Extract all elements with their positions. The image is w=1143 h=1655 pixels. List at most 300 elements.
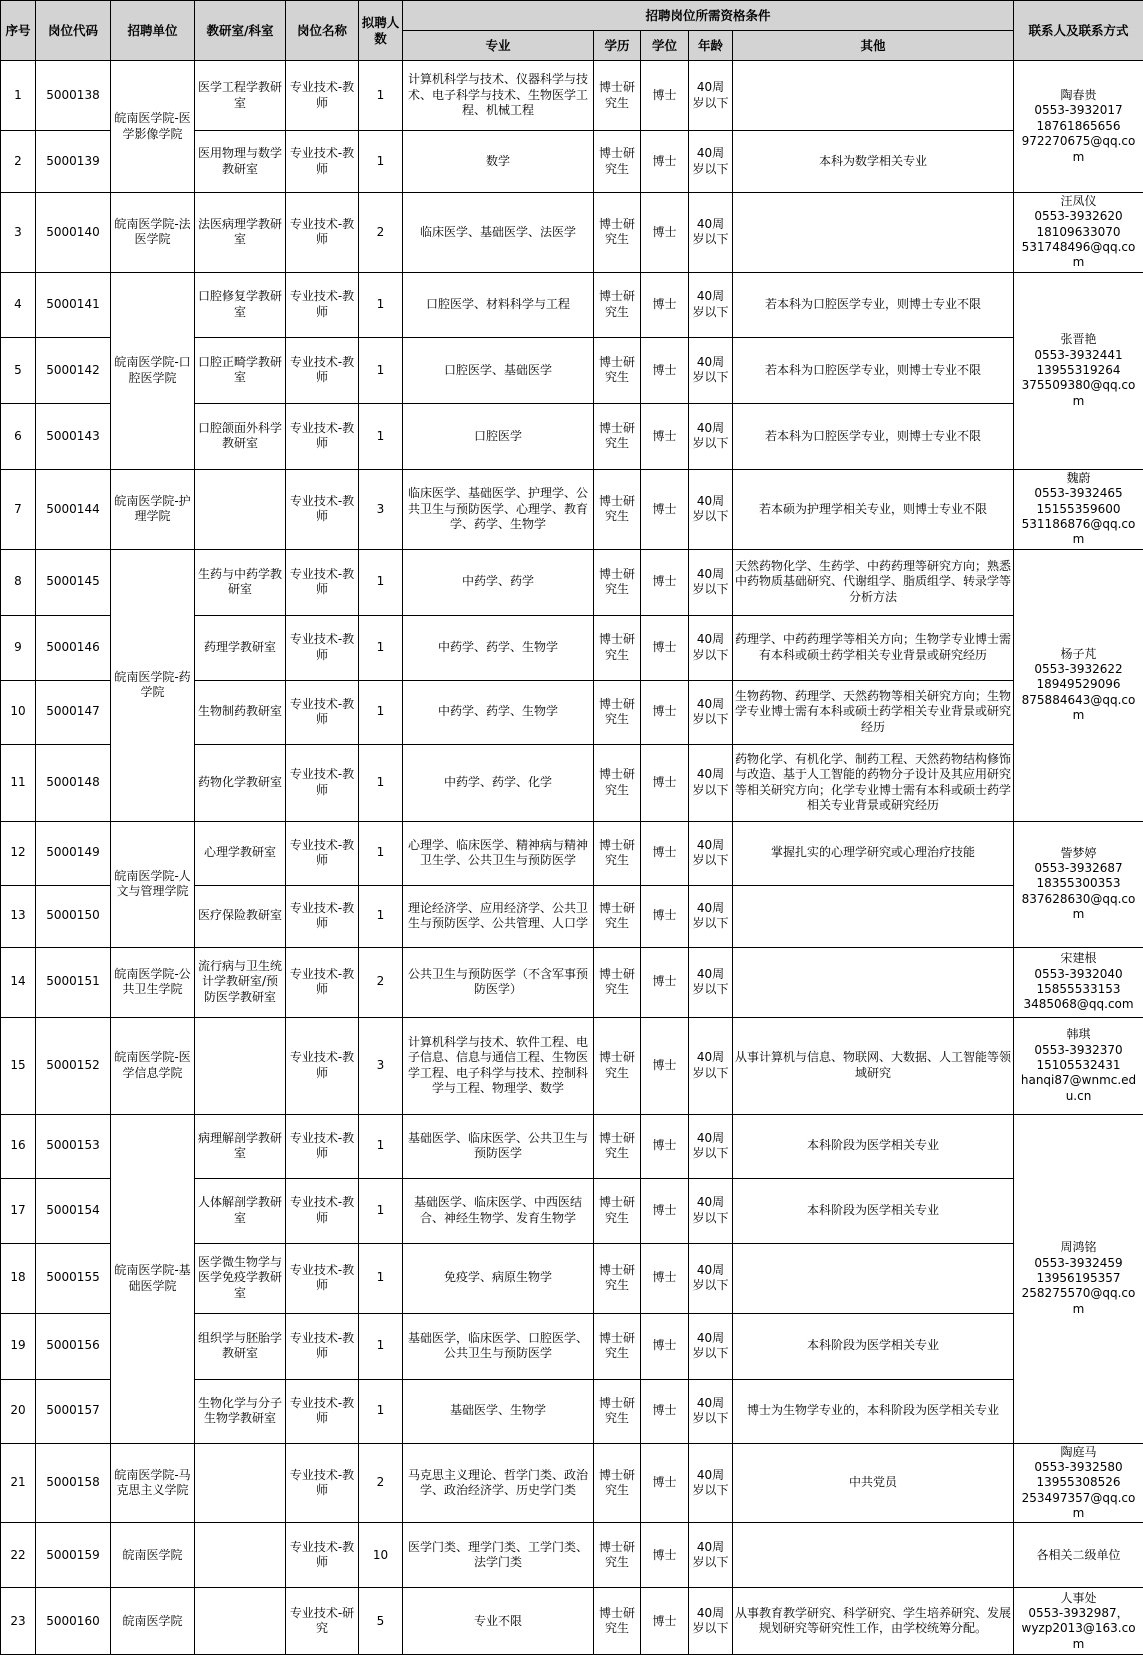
table-row xyxy=(1,469,1143,549)
cell-other-requirements: 生物药物、药理学、天然药物等相关研究方向；生物学专业博士需有本科或硕士药学相关专业背景或研究经历 xyxy=(733,680,1014,744)
table-row xyxy=(1,821,1143,885)
contact-line: 3485068@qq.com xyxy=(1016,997,1141,1012)
cell-office: 药理学教研室 xyxy=(195,615,286,680)
cell-recruiting-unit: 皖南医学院-口腔医学院 xyxy=(111,272,195,469)
cell-age: 40周岁以下 xyxy=(689,1243,733,1313)
cell-age: 40周岁以下 xyxy=(689,1114,733,1178)
contact-line: 杨子芃 xyxy=(1016,647,1141,662)
contact-line: 972270675@qq.com xyxy=(1016,134,1141,165)
cell-contact xyxy=(1014,821,1143,947)
cell-education: 博士研究生 xyxy=(594,61,641,131)
cell-position-name: 专业技术-教师 xyxy=(286,885,359,947)
cell-office xyxy=(195,1443,286,1523)
contact-line: 0553-3932370 xyxy=(1016,1043,1141,1058)
contact-line: 375509380@qq.com xyxy=(1016,378,1141,409)
cell-major: 口腔医学、材料科学与工程 xyxy=(403,272,594,337)
cell-major: 马克思主义理论、哲学门类、政治学、政治经济学、历史学门类 xyxy=(403,1443,594,1523)
cell-recruiting-unit: 皖南医学院-医学信息学院 xyxy=(111,1017,195,1114)
cell-education: 博士研究生 xyxy=(594,615,641,680)
cell-hire-count: 2 xyxy=(359,1443,403,1523)
contact-line: 13956195357 xyxy=(1016,1271,1141,1286)
cell-contact xyxy=(1014,1114,1143,1443)
cell-degree: 博士 xyxy=(641,1379,689,1443)
cell-education: 博士研究生 xyxy=(594,1523,641,1588)
contact-line: 531748496@qq.com xyxy=(1016,240,1141,271)
cell-seq: 13 xyxy=(1,885,36,947)
cell-major: 中药学、药学、生物学 xyxy=(403,680,594,744)
cell-hire-count: 1 xyxy=(359,272,403,337)
cell-degree: 博士 xyxy=(641,469,689,549)
header-count: 拟聘人数 xyxy=(359,1,403,61)
cell-other-requirements: 若本硕为护理学相关专业，则博士专业不限 xyxy=(733,469,1014,549)
cell-degree: 博士 xyxy=(641,403,689,469)
cell-other-requirements: 中共党员 xyxy=(733,1443,1014,1523)
contact-line: 张晋艳 xyxy=(1016,332,1141,347)
cell-education: 博士研究生 xyxy=(594,1379,641,1443)
cell-age: 40周岁以下 xyxy=(689,272,733,337)
cell-major: 口腔医学、基础医学 xyxy=(403,337,594,403)
header-seq: 序号 xyxy=(1,1,36,61)
cell-education: 博士研究生 xyxy=(594,680,641,744)
cell-contact xyxy=(1014,272,1143,469)
cell-major: 理论经济学、应用经济学、公共卫生与预防医学、公共管理、人口学 xyxy=(403,885,594,947)
table-row xyxy=(1,947,1143,1017)
cell-seq: 18 xyxy=(1,1243,36,1313)
cell-seq: 5 xyxy=(1,337,36,403)
cell-position-name: 专业技术-教师 xyxy=(286,1379,359,1443)
cell-other-requirements xyxy=(733,193,1014,273)
cell-major: 临床医学、基础医学、护理学、公共卫生与预防医学、心理学、教育学、药学、生物学 xyxy=(403,469,594,549)
cell-education: 博士研究生 xyxy=(594,272,641,337)
cell-age: 40周岁以下 xyxy=(689,1178,733,1243)
cell-position-code: 5000154 xyxy=(36,1178,111,1243)
cell-major: 口腔医学 xyxy=(403,403,594,469)
cell-major: 中药学、药学 xyxy=(403,549,594,615)
contact-line: 18109633070 xyxy=(1016,225,1141,240)
cell-position-name: 专业技术-教师 xyxy=(286,1443,359,1523)
cell-position-name: 专业技术-教师 xyxy=(286,61,359,131)
cell-position-code: 5000142 xyxy=(36,337,111,403)
cell-degree: 博士 xyxy=(641,272,689,337)
cell-seq: 14 xyxy=(1,947,36,1017)
cell-education: 博士研究生 xyxy=(594,1178,641,1243)
cell-other-requirements: 本科阶段为医学相关专业 xyxy=(733,1114,1014,1178)
cell-position-code: 5000151 xyxy=(36,947,111,1017)
table-row xyxy=(1,1443,1143,1523)
cell-degree: 博士 xyxy=(641,885,689,947)
cell-position-code: 5000138 xyxy=(36,61,111,131)
cell-recruiting-unit: 皖南医学院-公共卫生学院 xyxy=(111,947,195,1017)
contact-line: 0553-3932017 xyxy=(1016,103,1141,118)
cell-office: 药物化学教研室 xyxy=(195,744,286,821)
cell-seq: 7 xyxy=(1,469,36,549)
cell-age: 40周岁以下 xyxy=(689,61,733,131)
contact-line: 18355300353 xyxy=(1016,876,1141,891)
contact-line: 周鸿铭 xyxy=(1016,1240,1141,1255)
cell-recruiting-unit: 皖南医学院-法医学院 xyxy=(111,193,195,273)
contact-line: 0553-3932580 xyxy=(1016,1460,1141,1475)
cell-position-code: 5000159 xyxy=(36,1523,111,1588)
cell-degree: 博士 xyxy=(641,821,689,885)
contact-line: 837628630@qq.com xyxy=(1016,892,1141,923)
cell-age: 40周岁以下 xyxy=(689,615,733,680)
cell-other-requirements: 天然药物化学、生药学、中药药理等研究方向；熟悉中药物质基础研究、代谢组学、脂质组学、转录学等分析方法 xyxy=(733,549,1014,615)
cell-major: 基础医学，临床医学、口腔医学、公共卫生与预防医学 xyxy=(403,1313,594,1379)
cell-office: 生物化学与分子生物学教研室 xyxy=(195,1379,286,1443)
cell-position-name: 专业技术-教师 xyxy=(286,337,359,403)
cell-hire-count: 1 xyxy=(359,131,403,193)
contact-line: 0553-3932465 xyxy=(1016,486,1141,501)
cell-degree: 博士 xyxy=(641,61,689,131)
cell-position-code: 5000152 xyxy=(36,1017,111,1114)
header-contact: 联系人及联系方式 xyxy=(1014,1,1143,61)
table-row xyxy=(1,272,1143,337)
contact-line: 韩琪 xyxy=(1016,1027,1141,1042)
cell-seq: 11 xyxy=(1,744,36,821)
cell-education: 博士研究生 xyxy=(594,744,641,821)
cell-position-code: 5000155 xyxy=(36,1243,111,1313)
cell-position-code: 5000149 xyxy=(36,821,111,885)
cell-hire-count: 1 xyxy=(359,1313,403,1379)
table-row xyxy=(1,1017,1143,1114)
cell-contact xyxy=(1014,469,1143,549)
cell-position-name: 专业技术-教师 xyxy=(286,1243,359,1313)
cell-position-name: 专业技术-教师 xyxy=(286,744,359,821)
header-code: 岗位代码 xyxy=(36,1,111,61)
cell-position-code: 5000144 xyxy=(36,469,111,549)
header-position: 岗位名称 xyxy=(286,1,359,61)
cell-education: 博士研究生 xyxy=(594,1313,641,1379)
header-office: 教研室/科室 xyxy=(195,1,286,61)
cell-office: 医学微生物学与医学免疫学教研室 xyxy=(195,1243,286,1313)
cell-hire-count: 3 xyxy=(359,469,403,549)
cell-degree: 博士 xyxy=(641,1017,689,1114)
cell-age: 40周岁以下 xyxy=(689,1379,733,1443)
cell-office: 生药与中药学教研室 xyxy=(195,549,286,615)
cell-other-requirements: 药理学、中药药理学等相关方向；生物学专业博士需有本科或硕士药学相关专业背景或研究经历 xyxy=(733,615,1014,680)
cell-position-name: 专业技术-教师 xyxy=(286,615,359,680)
cell-position-name: 专业技术-教师 xyxy=(286,1313,359,1379)
cell-other-requirements xyxy=(733,885,1014,947)
cell-office xyxy=(195,1588,286,1655)
cell-position-name: 专业技术-教师 xyxy=(286,549,359,615)
header-other: 其他 xyxy=(733,31,1014,61)
cell-office: 生物制药教研室 xyxy=(195,680,286,744)
contact-line: 875884643@qq.com xyxy=(1016,693,1141,724)
contact-line: 人事处 xyxy=(1016,1591,1141,1606)
cell-position-name: 专业技术-教师 xyxy=(286,680,359,744)
table-row xyxy=(1,1588,1143,1655)
cell-recruiting-unit: 皖南医学院 xyxy=(111,1523,195,1588)
cell-other-requirements xyxy=(733,947,1014,1017)
contact-line: 0553-3932987， xyxy=(1016,1606,1141,1621)
cell-degree: 博士 xyxy=(641,1313,689,1379)
cell-hire-count: 1 xyxy=(359,615,403,680)
cell-degree: 博士 xyxy=(641,744,689,821)
cell-contact xyxy=(1014,61,1143,193)
cell-seq: 17 xyxy=(1,1178,36,1243)
cell-recruiting-unit: 皖南医学院-护理学院 xyxy=(111,469,195,549)
contact-line: hanqi87@wnmc.edu.cn xyxy=(1016,1073,1141,1104)
cell-position-code: 5000158 xyxy=(36,1443,111,1523)
cell-seq: 12 xyxy=(1,821,36,885)
cell-seq: 3 xyxy=(1,193,36,273)
cell-recruiting-unit: 皖南医学院-基础医学院 xyxy=(111,1114,195,1443)
contact-line: 15155359600 xyxy=(1016,502,1141,517)
table-row xyxy=(1,1523,1143,1588)
cell-education: 博士研究生 xyxy=(594,131,641,193)
contact-line: 魏蔚 xyxy=(1016,471,1141,486)
cell-office xyxy=(195,469,286,549)
cell-education: 博士研究生 xyxy=(594,1443,641,1523)
cell-major: 计算机科学与技术、软件工程、电子信息、信息与通信工程、生物医学工程、电子科学与技术、控制科学与工程、物理学、数学 xyxy=(403,1017,594,1114)
contact-line: 0553-3932687 xyxy=(1016,861,1141,876)
cell-seq: 19 xyxy=(1,1313,36,1379)
cell-position-name: 专业技术-教师 xyxy=(286,1114,359,1178)
cell-major: 心理学、临床医学、精神病与精神卫生学、公共卫生与预防医学 xyxy=(403,821,594,885)
cell-age: 40周岁以下 xyxy=(689,469,733,549)
cell-age: 40周岁以下 xyxy=(689,744,733,821)
cell-major: 数学 xyxy=(403,131,594,193)
cell-seq: 23 xyxy=(1,1588,36,1655)
cell-position-name: 专业技术-教师 xyxy=(286,403,359,469)
cell-recruiting-unit: 皖南医学院-人文与管理学院 xyxy=(111,821,195,947)
cell-age: 40周岁以下 xyxy=(689,885,733,947)
cell-position-code: 5000141 xyxy=(36,272,111,337)
contact-line: 0553-3932040 xyxy=(1016,967,1141,982)
cell-contact xyxy=(1014,1588,1143,1655)
table-body xyxy=(1,61,1143,1655)
cell-other-requirements: 本科阶段为医学相关专业 xyxy=(733,1313,1014,1379)
cell-seq: 9 xyxy=(1,615,36,680)
cell-position-name: 专业技术-教师 xyxy=(286,947,359,1017)
cell-degree: 博士 xyxy=(641,193,689,273)
cell-degree: 博士 xyxy=(641,1523,689,1588)
cell-education: 博士研究生 xyxy=(594,1243,641,1313)
cell-education: 博士研究生 xyxy=(594,337,641,403)
contact-line: 253497357@qq.com xyxy=(1016,1491,1141,1522)
cell-office: 病理解剖学教研室 xyxy=(195,1114,286,1178)
cell-position-name: 专业技术-教师 xyxy=(286,1017,359,1114)
contact-line: 0553-3932620 xyxy=(1016,209,1141,224)
cell-position-code: 5000146 xyxy=(36,615,111,680)
cell-seq: 16 xyxy=(1,1114,36,1178)
cell-hire-count: 1 xyxy=(359,885,403,947)
cell-hire-count: 2 xyxy=(359,947,403,1017)
cell-recruiting-unit: 皖南医学院-药学院 xyxy=(111,549,195,821)
cell-education: 博士研究生 xyxy=(594,885,641,947)
cell-contact xyxy=(1014,1443,1143,1523)
contact-line: 宋建根 xyxy=(1016,951,1141,966)
contact-line: 258275570@qq.com xyxy=(1016,1286,1141,1317)
contact-line: 18949529096 xyxy=(1016,677,1141,692)
cell-position-code: 5000160 xyxy=(36,1588,111,1655)
cell-other-requirements: 掌握扎实的心理学研究或心理治疗技能 xyxy=(733,821,1014,885)
cell-office: 心理学教研室 xyxy=(195,821,286,885)
cell-contact xyxy=(1014,193,1143,273)
cell-hire-count: 1 xyxy=(359,680,403,744)
header-unit: 招聘单位 xyxy=(111,1,195,61)
cell-age: 40周岁以下 xyxy=(689,193,733,273)
cell-major: 中药学、药学、化学 xyxy=(403,744,594,821)
cell-age: 40周岁以下 xyxy=(689,403,733,469)
cell-other-requirements: 若本科为口腔医学专业，则博士专业不限 xyxy=(733,337,1014,403)
cell-office: 组织学与胚胎学教研室 xyxy=(195,1313,286,1379)
cell-hire-count: 1 xyxy=(359,1243,403,1313)
cell-contact xyxy=(1014,549,1143,821)
cell-other-requirements: 本科为数学相关专业 xyxy=(733,131,1014,193)
contact-line: 13955308526 xyxy=(1016,1475,1141,1490)
cell-other-requirements: 博士为生物学专业的，本科阶段为医学相关专业 xyxy=(733,1379,1014,1443)
cell-position-code: 5000153 xyxy=(36,1114,111,1178)
cell-position-code: 5000143 xyxy=(36,403,111,469)
cell-major: 计算机科学与技术、仪器科学与技术、电子科学与技术、生物医学工程、机械工程 xyxy=(403,61,594,131)
cell-hire-count: 5 xyxy=(359,1588,403,1655)
cell-office: 口腔正畸学教研室 xyxy=(195,337,286,403)
cell-major: 基础医学、临床医学、公共卫生与预防医学 xyxy=(403,1114,594,1178)
cell-education: 博士研究生 xyxy=(594,469,641,549)
cell-seq: 20 xyxy=(1,1379,36,1443)
cell-other-requirements: 药物化学、有机化学、制药工程、天然药物结构修饰与改造、基于人工智能的药物分子设计及其应用研究等相关研究方向；化学专业博士需有本科或硕士药学相关专业背景或研究经历 xyxy=(733,744,1014,821)
contact-line: 531186876@qq.com xyxy=(1016,517,1141,548)
cell-hire-count: 1 xyxy=(359,1379,403,1443)
contact-line: 各相关二级单位 xyxy=(1016,1548,1141,1563)
header-degree: 学位 xyxy=(641,31,689,61)
cell-education: 博士研究生 xyxy=(594,947,641,1017)
header-major: 专业 xyxy=(403,31,594,61)
contact-line: 18761865656 xyxy=(1016,119,1141,134)
cell-degree: 博士 xyxy=(641,1114,689,1178)
cell-position-name: 专业技术-教师 xyxy=(286,193,359,273)
cell-contact xyxy=(1014,1523,1143,1588)
cell-hire-count: 1 xyxy=(359,549,403,615)
cell-age: 40周岁以下 xyxy=(689,947,733,1017)
header-qualification-group: 招聘岗位所需资格条件 xyxy=(403,1,1014,31)
cell-office: 流行病与卫生统计学教研室/预防医学教研室 xyxy=(195,947,286,1017)
cell-position-name: 专业技术-教师 xyxy=(286,1178,359,1243)
cell-degree: 博士 xyxy=(641,1243,689,1313)
cell-degree: 博士 xyxy=(641,680,689,744)
cell-other-requirements: 本科阶段为医学相关专业 xyxy=(733,1178,1014,1243)
cell-major: 专业不限 xyxy=(403,1588,594,1655)
contact-line: 汪凤仪 xyxy=(1016,194,1141,209)
cell-education: 博士研究生 xyxy=(594,1017,641,1114)
table-row xyxy=(1,193,1143,273)
table-row xyxy=(1,61,1143,131)
cell-position-code: 5000139 xyxy=(36,131,111,193)
contact-line: wyzp2013@163.com xyxy=(1016,1621,1141,1652)
cell-other-requirements: 若本科为口腔医学专业，则博士专业不限 xyxy=(733,403,1014,469)
cell-age: 40周岁以下 xyxy=(689,1313,733,1379)
cell-office: 法医病理学教研室 xyxy=(195,193,286,273)
table-header xyxy=(1,1,1143,61)
cell-major: 基础医学、生物学 xyxy=(403,1379,594,1443)
cell-education: 博士研究生 xyxy=(594,1588,641,1655)
cell-seq: 8 xyxy=(1,549,36,615)
cell-position-code: 5000140 xyxy=(36,193,111,273)
cell-office: 口腔修复学教研室 xyxy=(195,272,286,337)
cell-degree: 博士 xyxy=(641,549,689,615)
contact-line: 0553-3932459 xyxy=(1016,1256,1141,1271)
cell-office: 口腔颌面外科学教研室 xyxy=(195,403,286,469)
cell-age: 40周岁以下 xyxy=(689,1588,733,1655)
cell-age: 40周岁以下 xyxy=(689,1017,733,1114)
cell-age: 40周岁以下 xyxy=(689,680,733,744)
cell-position-name: 专业技术-教师 xyxy=(286,469,359,549)
cell-recruiting-unit: 皖南医学院 xyxy=(111,1588,195,1655)
cell-seq: 15 xyxy=(1,1017,36,1114)
table-row xyxy=(1,1114,1143,1178)
cell-position-code: 5000156 xyxy=(36,1313,111,1379)
contact-line: 陶春贵 xyxy=(1016,88,1141,103)
cell-recruiting-unit: 皖南医学院-医学影像学院 xyxy=(111,61,195,193)
cell-seq: 4 xyxy=(1,272,36,337)
contact-line: 訾梦婷 xyxy=(1016,846,1141,861)
cell-degree: 博士 xyxy=(641,1443,689,1523)
cell-seq: 21 xyxy=(1,1443,36,1523)
cell-hire-count: 10 xyxy=(359,1523,403,1588)
cell-other-requirements xyxy=(733,1523,1014,1588)
cell-other-requirements: 从事教育教学研究、科学研究、学生培养研究、发展规划研究等研究性工作，由学校统筹分配。 xyxy=(733,1588,1014,1655)
cell-major: 医学门类、理学门类、工学门类、法学门类 xyxy=(403,1523,594,1588)
cell-education: 博士研究生 xyxy=(594,1114,641,1178)
cell-other-requirements: 若本科为口腔医学专业，则博士专业不限 xyxy=(733,272,1014,337)
cell-position-name: 专业技术-教师 xyxy=(286,272,359,337)
cell-position-name: 专业技术-教师 xyxy=(286,131,359,193)
cell-degree: 博士 xyxy=(641,131,689,193)
cell-position-code: 5000150 xyxy=(36,885,111,947)
cell-hire-count: 1 xyxy=(359,403,403,469)
cell-age: 40周岁以下 xyxy=(689,821,733,885)
cell-hire-count: 1 xyxy=(359,821,403,885)
cell-seq: 22 xyxy=(1,1523,36,1588)
cell-major: 免疫学、病原生物学 xyxy=(403,1243,594,1313)
cell-education: 博士研究生 xyxy=(594,549,641,615)
cell-other-requirements: 从事计算机与信息、物联网、大数据、人工智能等领域研究 xyxy=(733,1017,1014,1114)
cell-hire-count: 3 xyxy=(359,1017,403,1114)
cell-education: 博士研究生 xyxy=(594,821,641,885)
contact-line: 15105532431 xyxy=(1016,1058,1141,1073)
cell-hire-count: 1 xyxy=(359,744,403,821)
cell-hire-count: 2 xyxy=(359,193,403,273)
contact-line: 0553-3932441 xyxy=(1016,348,1141,363)
cell-position-name: 专业技术-研究 xyxy=(286,1588,359,1655)
cell-major: 临床医学、基础医学、法医学 xyxy=(403,193,594,273)
cell-age: 40周岁以下 xyxy=(689,337,733,403)
cell-degree: 博士 xyxy=(641,947,689,1017)
contact-line: 陶庭马 xyxy=(1016,1445,1141,1460)
cell-education: 博士研究生 xyxy=(594,193,641,273)
cell-hire-count: 1 xyxy=(359,1114,403,1178)
cell-other-requirements xyxy=(733,61,1014,131)
contact-line: 15855533153 xyxy=(1016,982,1141,997)
cell-position-code: 5000157 xyxy=(36,1379,111,1443)
cell-seq: 6 xyxy=(1,403,36,469)
cell-recruiting-unit: 皖南医学院-马克思主义学院 xyxy=(111,1443,195,1523)
cell-education: 博士研究生 xyxy=(594,403,641,469)
cell-position-name: 专业技术-教师 xyxy=(286,821,359,885)
cell-position-code: 5000147 xyxy=(36,680,111,744)
cell-degree: 博士 xyxy=(641,1178,689,1243)
cell-major: 基础医学、临床医学、中西医结合、神经生物学、发育生物学 xyxy=(403,1178,594,1243)
cell-degree: 博士 xyxy=(641,337,689,403)
cell-degree: 博士 xyxy=(641,615,689,680)
cell-hire-count: 1 xyxy=(359,337,403,403)
cell-contact xyxy=(1014,947,1143,1017)
cell-major: 中药学、药学、生物学 xyxy=(403,615,594,680)
cell-office xyxy=(195,1523,286,1588)
cell-office xyxy=(195,1017,286,1114)
